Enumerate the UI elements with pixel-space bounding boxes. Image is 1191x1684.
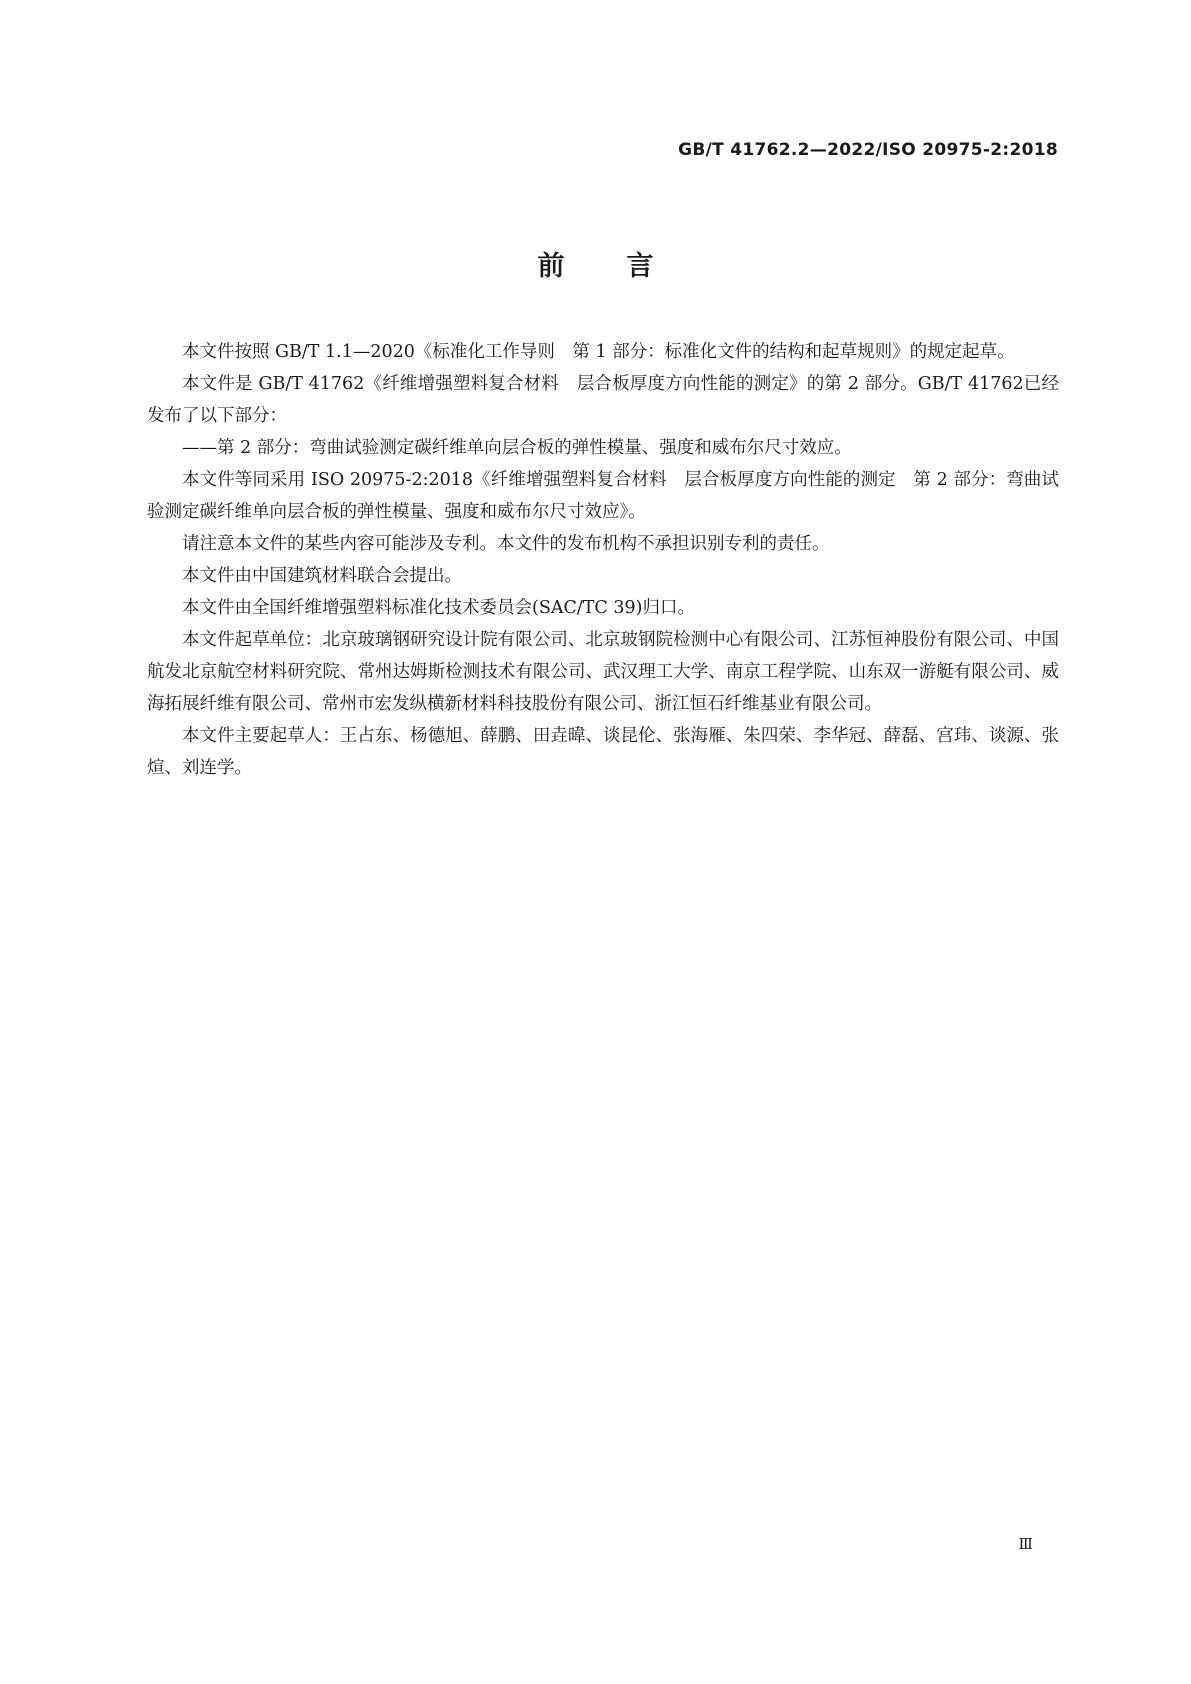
paragraph-drafting-rules: 本文件按照 GB/T 1.1—2020《标准化工作导则 第 1 部分：标准化文件的结构和起草规则》的规定起草。	[182, 342, 1015, 362]
paragraph-published-part: ——第 2 部分：弯曲试验测定碳纤维单向层合板的弹性模量、强度和威布尔尺寸效应。	[182, 438, 852, 458]
foreword-body	[147, 336, 1059, 784]
paragraph-proposer: 本文件由中国建筑材料联合会提出。	[182, 566, 462, 586]
paragraph-drafters: 本文件主要起草人：王占东、杨德旭、薛鹏、田垚暐、谈昆伦、张海雁、朱四荣、李华冠、薛磊、宫玮、谈源、张煊、刘连学。	[147, 726, 1059, 778]
paragraph-patent-notice: 请注意本文件的某些内容可能涉及专利。本文件的发布机构不承担识别专利的责任。	[182, 534, 830, 554]
page-title: 前言	[537, 251, 716, 282]
paragraph-iso-equivalence: 本文件等同采用 ISO 20975-2:2018《纤维增强塑料复合材料 层合板厚度方向性能的测定 第 2 部分：弯曲试验测定碳纤维单向层合板的弹性模量、强度和威布尔尺寸效应》。	[147, 470, 1059, 522]
paragraph-drafting-units: 本文件起草单位：北京玻璃钢研究设计院有限公司、北京玻钢院检测中心有限公司、江苏恒神股份有限公司、中国航发北京航空材料研究院、常州达姆斯检测技术有限公司、武汉理工大学、南京工程学院、山东双一游艇有限公司、威海拓展纤维有限公司、常州市宏发纵横新材料科技股份有限公司、浙江恒石纤维基业有限公司。	[147, 630, 1059, 714]
paragraph-series-info: 本文件是 GB/T 41762《纤维增强塑料复合材料 层合板厚度方向性能的测定》的第 2 部分。GB/T 41762已经发布了以下部分：	[147, 374, 1059, 426]
standard-number: GB/T 41762.2—2022/ISO 20975-2:2018	[678, 140, 1058, 160]
page-number: Ⅲ	[1018, 1535, 1033, 1553]
paragraph-technical-committee: 本文件由全国纤维增强塑料标准化技术委员会(SAC/TC 39)归口。	[182, 598, 695, 618]
